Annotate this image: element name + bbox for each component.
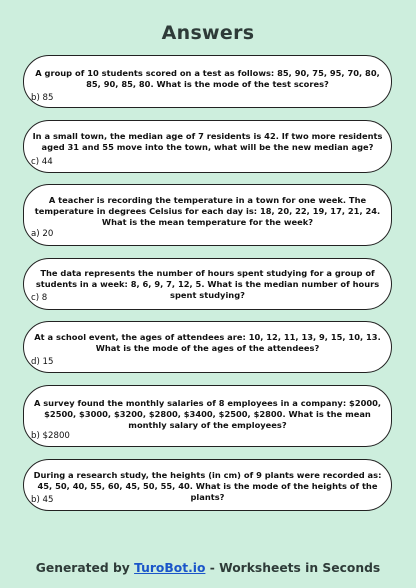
answer-card [23,184,392,246]
answer-card [23,321,392,373]
question-text: A teacher is recording the temperature in a town for one week. The temperature in degrees Celsius for each day is: 18, 20, 22, 19, 17, 21, 24. What is the mean temperature for the week? [34,195,381,227]
question-text: A survey found the monthly salaries of 8 employees in a company: $2000, $2500, $3000, $3200, $2800, $3400, $2500, $2800. What is the mean monthly salary of the employees? [33,398,382,430]
footer [0,561,416,575]
answer-card [23,258,392,310]
footer-suffix: - Worksheets in Seconds [209,561,381,575]
answer-text: d) 15 [31,357,54,367]
answer-card [23,459,392,511]
turobot-link[interactable]: TuroBot.io [134,561,206,575]
answer-text: b) 45 [31,495,54,505]
answer-text: b) $2800 [31,431,70,441]
question-text: The data represents the number of hours spent studying for a group of students in a week: 8, 6, 9, 7, 12, 5. What is the median number of hours spent studying? [35,268,380,300]
answer-card [23,120,392,173]
answer-text: c) 44 [31,157,53,167]
footer-prefix: Generated by [35,561,130,575]
page-title: Answers [161,22,255,44]
answer-card [23,55,392,108]
question-text: A group of 10 students scored on a test as follows: 85, 90, 75, 95, 70, 80, 85, 90, 85, 80. What is the mode of the test scores? [35,68,380,89]
answer-text: b) 85 [31,93,54,103]
question-text: In a small town, the median age of 7 residents is 42. If two more residents aged 31 and 55 move into the town, what will be the new median age? [32,131,383,152]
answer-text: c) 8 [31,293,48,303]
question-text: At a school event, the ages of attendees are: 10, 12, 11, 13, 9, 15, 10, 13. What is the mode of the ages of the attendees? [34,332,381,353]
answer-text: a) 20 [31,229,54,239]
answer-card [23,385,392,447]
question-text: During a research study, the heights (in cm) of 9 plants were recorded as: 45, 50, 40, 55, 60, 45, 50, 55, 40. What is the mode of the heights of the plants? [33,470,382,502]
